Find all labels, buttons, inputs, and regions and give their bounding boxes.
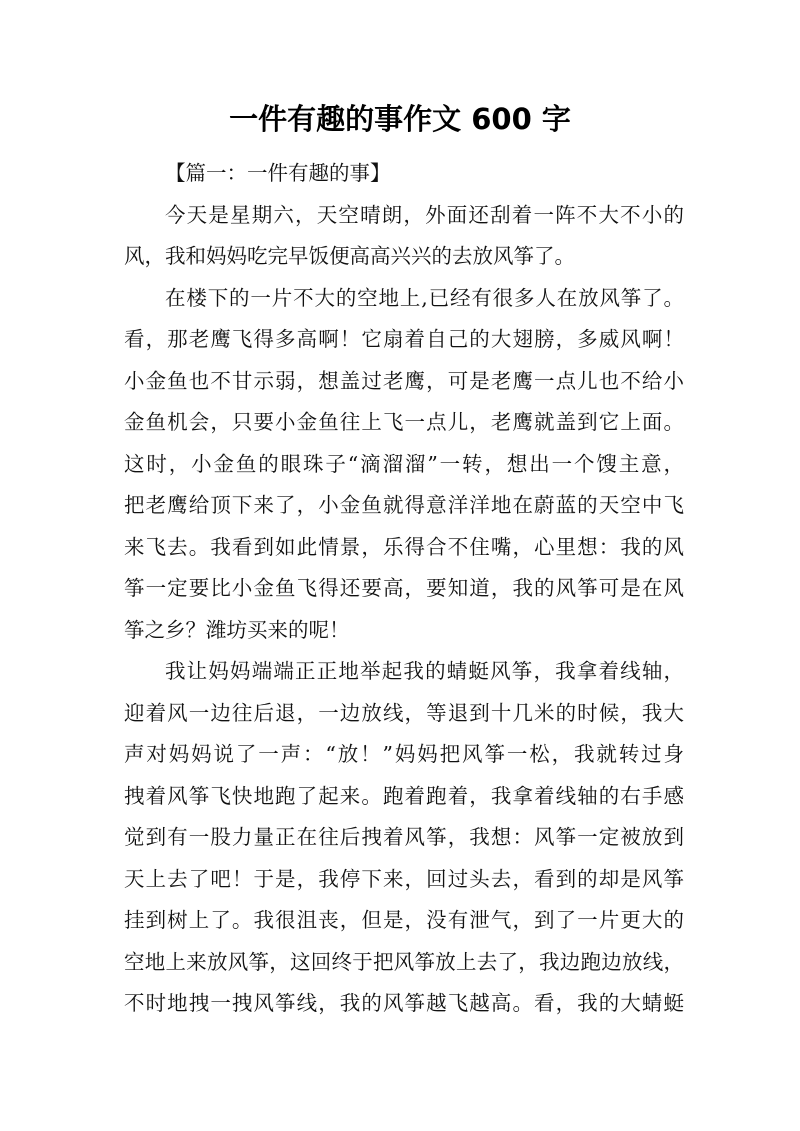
text-line: 挂到树上了。我很沮丧，但是，没有泄气，到了一片更大的: [124, 908, 684, 932]
text-line: 今天是星期六，天空晴朗，外面还刮着一阵不大不小的: [165, 202, 684, 227]
text-line: 迎着风一边往后退，一边放线，等退到十几米的时候，我大: [124, 700, 684, 725]
document-body: [124, 153, 684, 1025]
text-line: 我让妈妈端端正正地举起我的蜻蜓风筝，我拿着线轴，: [165, 659, 684, 683]
text-line: 觉到有一股力量正在往后拽着风筝，我想：风筝一定被放到: [124, 825, 684, 849]
text-line: 来飞去。我看到如此情景，乐得合不住嘴，心里想：我的风: [124, 534, 684, 559]
text-line: 金鱼机会，只要小金鱼往上飞一点儿，老鹰就盖到它上面。: [124, 410, 684, 434]
text-line: 筝之乡？潍坊买来的呢！: [124, 617, 350, 642]
text-line: 筝一定要比小金鱼飞得还要高，要知道，我的风筝可是在风: [124, 576, 684, 600]
text-line: 在楼下的一片不大的空地上,已经有很多人在放风筝了。: [165, 285, 684, 310]
text-line: 小金鱼也不甘示弱，想盖过老鹰，可是老鹰一点儿也不给小: [124, 368, 684, 393]
document-title: 一件有趣的事作文 600 字: [229, 102, 571, 136]
text-line: 声对妈妈说了一声：“放！”妈妈把风筝一松，我就转过身: [124, 742, 684, 766]
text-line: 天上去了吧！于是，我停下来，回过头去，看到的却是风筝: [124, 866, 684, 891]
text-line: 拽着风筝飞快地跑了起来。跑着跑着，我拿着线轴的右手感: [124, 783, 684, 808]
text-line: 把老鹰给顶下来了，小金鱼就得意洋洋地在蔚蓝的天空中飞: [124, 493, 684, 517]
section-heading: 【篇一：一件有趣的事】: [165, 161, 391, 185]
text-line: 不时地拽一拽风筝线，我的风筝越飞越高。看，我的大蜻蜓: [124, 991, 684, 1015]
text-line: 空地上来放风筝，这回终于把风筝放上去了，我边跑边放线，: [124, 949, 684, 974]
text-line: 风，我和妈妈吃完早饭便高高兴兴的去放风筝了。: [124, 244, 575, 268]
text-line: 这时，小金鱼的眼珠子“滴溜溜”一转，想出一个馊主意，: [124, 451, 684, 476]
text-line: 看，那老鹰飞得多高啊！它扇着自己的大翅膀，多威风啊！: [124, 327, 684, 351]
